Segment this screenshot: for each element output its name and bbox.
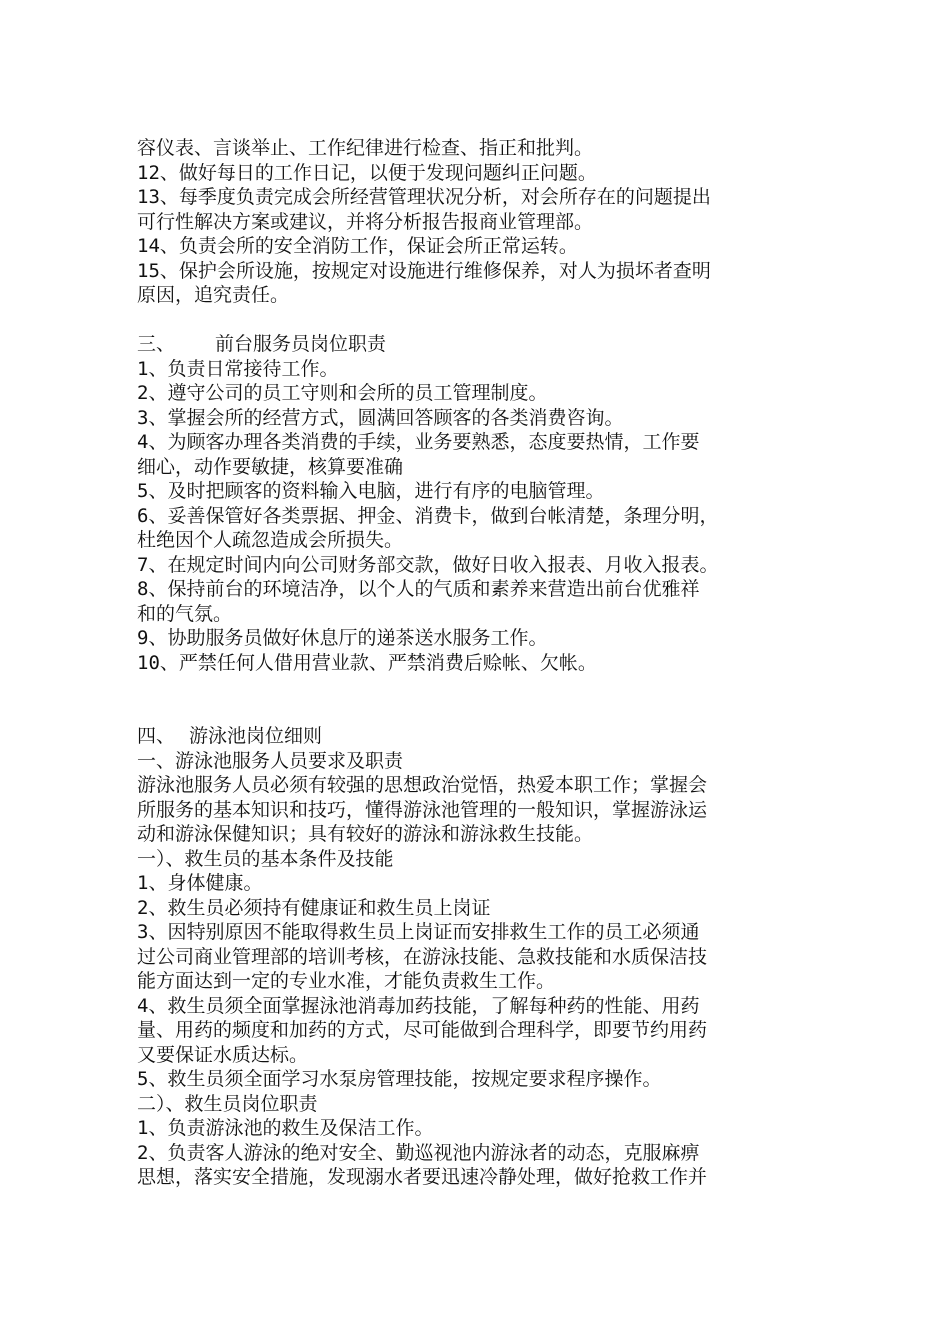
text-line: 4、救生员须全面掌握泳池消毒加药技能，了解每种药的性能、用药 [137, 994, 700, 1017]
blank-line [137, 700, 827, 725]
text-line: 10、严禁任何人借用营业款、严禁消费后赊帐、欠帐。 [137, 651, 597, 674]
text-line: 细心，动作要敏捷，核算要准确 [137, 455, 404, 478]
text-line: 量、用药的频度和加药的方式，尽可能做到合理科学，即要节约用药 [137, 1019, 708, 1041]
text-line: 游泳池服务人员必须有较强的思想政治觉悟，热爱本职工作；掌握会 [137, 774, 708, 796]
text-line: 6、妥善保管好各类票据、押金、消费卡，做到台帐清楚，条理分明， [137, 504, 719, 527]
text-line: 5、及时把顾客的资料输入电脑，进行有序的电脑管理。 [137, 480, 605, 502]
text-line: 14、负责会所的安全消防工作，保证会所正常运转。 [137, 235, 578, 257]
text-line: 一、游泳池服务人员要求及职责 [137, 749, 404, 772]
text-line: 13、每季度负责完成会所经营管理状况分析，对会所存在的问题提出 [137, 186, 711, 208]
text-line: 1、负责游泳池的救生及保洁工作。 [137, 1117, 434, 1139]
text-line: 和的气氛。 [137, 602, 233, 625]
text-line: 1、身体健康。 [137, 872, 263, 894]
text-line: 可行性解决方案或建议，并将分析报告报商业管理部。 [137, 210, 594, 233]
text-line: 过公司商业管理部的培训考核，在游泳技能、急救技能和水质保洁技 [137, 945, 708, 968]
document-body [137, 136, 827, 1190]
section-4-heading [137, 724, 827, 749]
top-block [137, 136, 827, 308]
text-line: 3、因特别原因不能取得救生员上岗证而安排救生工作的员工必须通 [137, 921, 700, 943]
section-3-number: 三、 [137, 333, 176, 355]
text-line: 一）、救生员的基本条件及技能 [137, 847, 394, 870]
text-line: 容仪表、言谈举止、工作纪律进行检查、指正和批判。 [137, 137, 594, 159]
text-line: 原因，追究责任。 [137, 284, 290, 306]
text-line: 杜绝因个人疏忽造成会所损失。 [137, 529, 404, 551]
section-3-title: 前台服务员岗位职责 [215, 333, 387, 355]
section-4-title: 游泳池岗位细则 [189, 725, 323, 747]
blank-line [137, 675, 827, 700]
section-3 [137, 332, 827, 675]
text-line: 3、掌握会所的经营方式，圆满回答顾客的各类消费咨询。 [137, 406, 624, 429]
text-line: 2、负责客人游泳的绝对安全、勤巡视池内游泳者的动态，克服麻痹 [137, 1141, 700, 1164]
text-line: 2、救生员必须持有健康证和救生员上岗证 [137, 896, 491, 919]
text-line: 5、救生员须全面学习水泵房管理技能，按规定要求程序操作。 [137, 1068, 662, 1090]
text-line: 能方面达到一定的专业水准，才能负责救生工作。 [137, 970, 556, 992]
text-line: 12、做好每日的工作日记，以便于发现问题纠正问题。 [137, 161, 597, 184]
text-line: 7、在规定时间内向公司财务部交款，做好日收入报表、月收入报表。 [137, 553, 719, 576]
section-3-heading [137, 332, 827, 357]
text-line: 1、负责日常接待工作。 [137, 357, 339, 380]
text-line: 9、协助服务员做好休息厅的递茶送水服务工作。 [137, 627, 548, 649]
text-line: 2、遵守公司的员工守则和会所的员工管理制度。 [137, 382, 548, 404]
text-line: 思想，落实安全措施，发现溺水者要迅速冷静处理，做好抢救工作并 [137, 1166, 708, 1188]
section-4-number: 四、 [137, 725, 176, 747]
text-line: 15、保护会所设施，按规定对设施进行维修保养，对人为损坏者查明 [137, 259, 711, 282]
text-line: 8、保持前台的环境洁净，以个人的气质和素养来营造出前台优雅祥 [137, 578, 700, 600]
text-line: 二）、救生员岗位职责 [137, 1092, 318, 1115]
section-4 [137, 724, 827, 1190]
blank-line [137, 308, 827, 333]
text-line: 4、为顾客办理各类消费的手续，业务要熟悉，态度要热情，工作要 [137, 431, 700, 453]
text-line: 所服务的基本知识和技巧，懂得游泳池管理的一般知识，掌握游泳运 [137, 798, 708, 821]
text-line: 又要保证水质达标。 [137, 1043, 309, 1066]
text-line: 动和游泳保健知识；具有较好的游泳和游泳救生技能。 [137, 823, 594, 845]
